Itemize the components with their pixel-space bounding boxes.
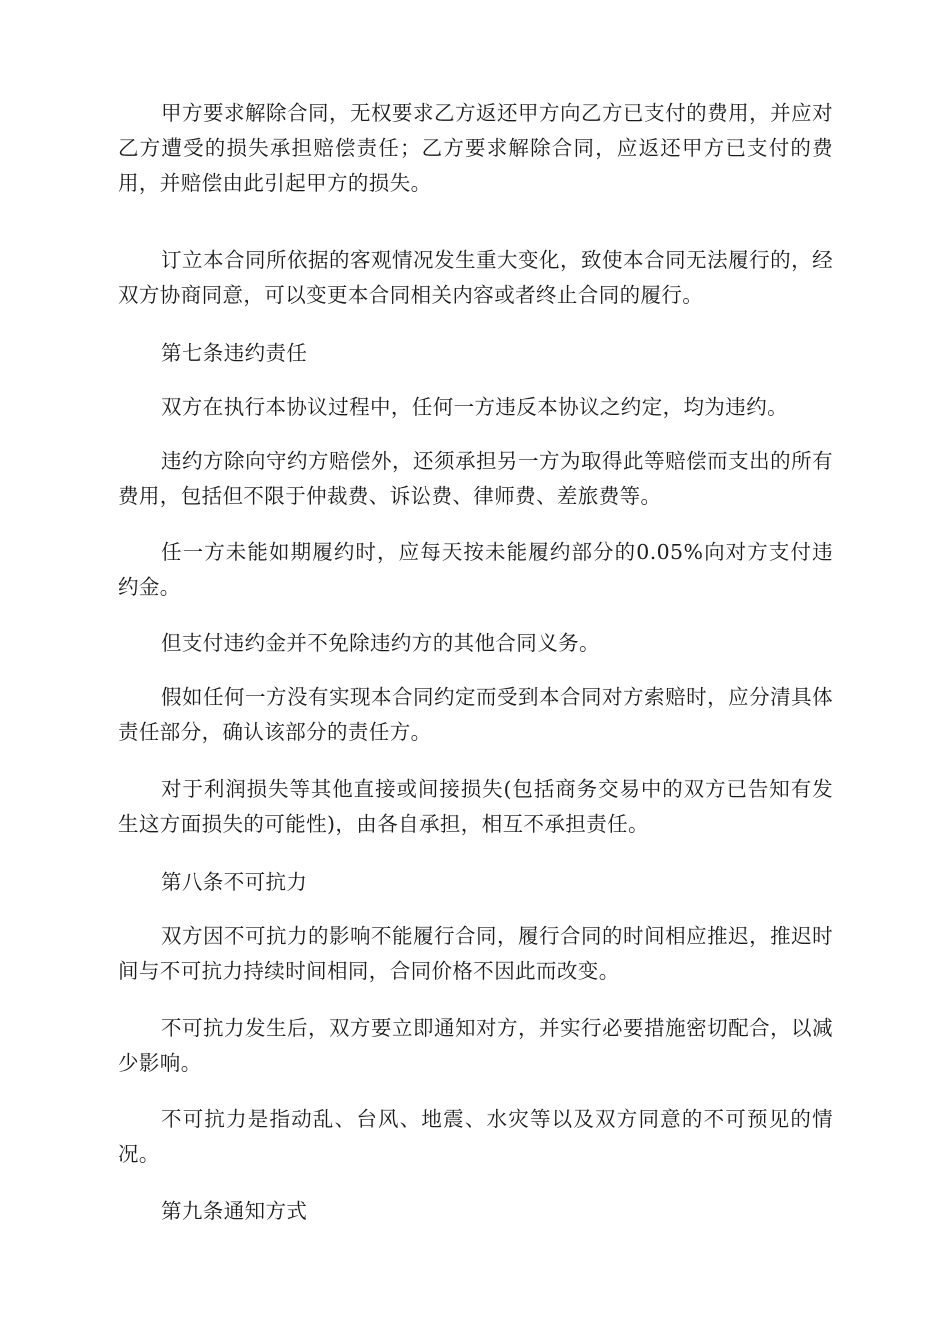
heading-article-9: 第九条通知方式 xyxy=(161,1199,308,1223)
paragraph-force-majeure-delay: 双方因不可抗力的影响不能履行合同，履行合同的时间相应推迟，推迟时间与不可抗力持续时间相同，合同价格不因此而改变。 xyxy=(118,924,833,983)
heading-article-8: 第八条不可抗力 xyxy=(161,870,308,894)
paragraph-liability-claims: 假如任何一方没有实现本合同约定而受到本合同对方索赔时，应分清具体责任部分，确认该部分的责任方。 xyxy=(118,685,833,744)
paragraph-termination-rights: 甲方要求解除合同，无权要求乙方返还甲方向乙方已支付的费用，并应对乙方遭受的损失承担赔偿责任；乙方要求解除合同，应返还甲方已支付的费用，并赔偿由此引起甲方的损失。 xyxy=(118,101,833,195)
paragraph-force-majeure-notice: 不可抗力发生后，双方要立即通知对方，并实行必要措施密切配合，以减少影响。 xyxy=(118,1016,833,1075)
paragraph-force-majeure-definition: 不可抗力是指动乱、台风、地震、水灾等以及双方同意的不可预见的情况。 xyxy=(118,1107,833,1166)
paragraph-change-of-circumstances: 订立本合同所依据的客观情况发生重大变化，致使本合同无法履行的，经双方协商同意，可以变更本合同相关内容或者终止合同的履行。 xyxy=(118,248,833,307)
paragraph-other-obligations: 但支付违约金并不免除违约方的其他合同义务。 xyxy=(161,631,600,655)
heading-article-7: 第七条违约责任 xyxy=(161,341,308,365)
paragraph-breach-costs: 违约方除向守约方赔偿外，还须承担另一方为取得此等赔偿而支出的所有费用，包括但不限于仲裁费、诉讼费、律师费、差旅费等。 xyxy=(118,449,833,508)
paragraph-penalty-rate: 任一方未能如期履约时，应每天按未能履约部分的0.05%向对方支付违约金。 xyxy=(118,540,833,599)
paragraph-breach-definition: 双方在执行本协议过程中，任何一方违反本协议之约定，均为违约。 xyxy=(161,395,788,419)
paragraph-indirect-losses: 对于利润损失等其他直接或间接损失(包括商务交易中的双方已告知有发生这方面损失的可能性)，由各自承担，相互不承担责任。 xyxy=(118,777,833,836)
